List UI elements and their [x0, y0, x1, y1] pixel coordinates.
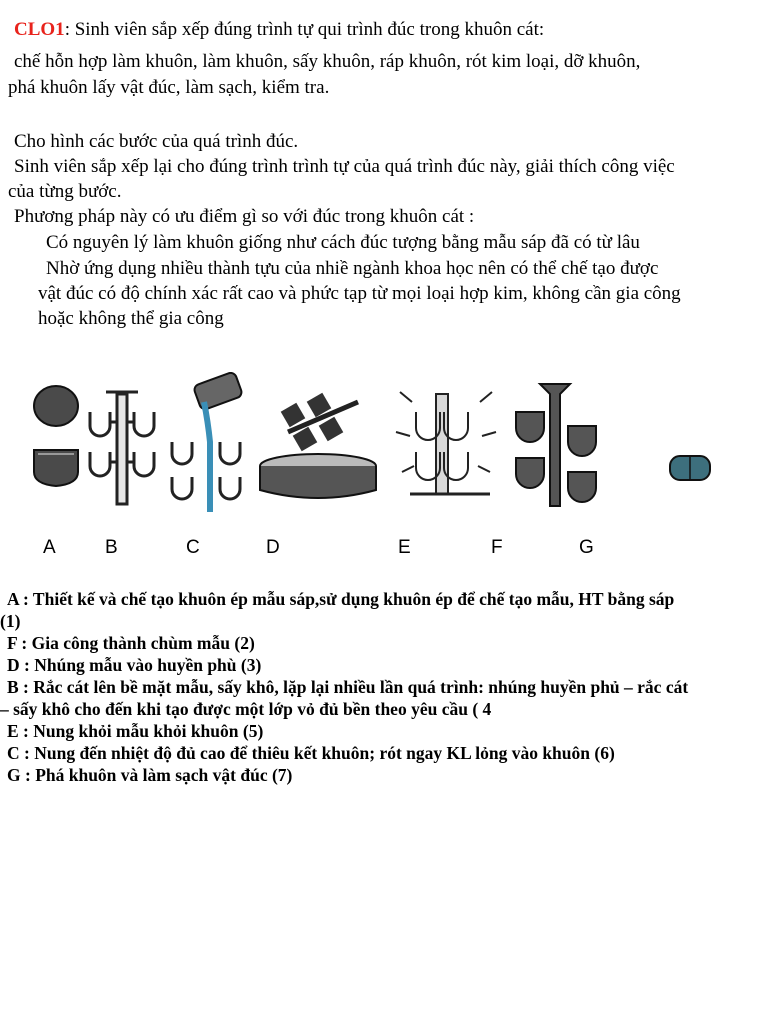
- answer-a: A : Thiết kế và chế tạo khuôn ép mẫu sáp,sử dụng khuôn ép để chế tạo mẫu, HT bằng sáp: [7, 589, 675, 609]
- intro-line-3: phá khuôn lấy vật đúc, làm sạch, kiểm tra.: [8, 77, 330, 98]
- question-line-2: Sinh viên sắp xếp lại cho đúng trình trình tự của quá trình đúc này, giải thích công việc: [14, 156, 675, 177]
- answer-list: [0, 588, 768, 786]
- answer-b-continued: – sấy khô cho đến khi tạo được một lớp vỏ đủ bền theo yêu cầu ( 4: [0, 699, 492, 719]
- answer-b: B : Rắc cát lên bề mặt mẫu, sấy khô, lặp lại nhiều lần quá trình: nhúng huyền phủ – rắc cát: [7, 677, 689, 697]
- answer-f: F : Gia công thành chùm mẫu (2): [7, 633, 255, 653]
- answer-g: G : Phá khuôn và làm sạch vật đúc (7): [7, 765, 293, 785]
- answer-d: D : Nhúng mẫu vào huyền phù (3): [7, 655, 262, 675]
- answer-c: C : Nung đến nhiệt độ đủ cao để thiêu kết khuôn; rót ngay KL lỏng vào khuôn (6): [7, 743, 615, 763]
- clo-heading: [14, 18, 544, 42]
- figure-label-d: D: [266, 537, 280, 558]
- step-c-illustration: [172, 372, 243, 512]
- question-line-1: Cho hình các bước của quá trình đúc.: [14, 131, 299, 152]
- step-e-illustration: [396, 392, 496, 494]
- step-d-illustration: [260, 393, 376, 498]
- advantage-1: Có nguyên lý làm khuôn giống như cách đúc tượng bằng mẫu sáp đã có từ lâu: [46, 232, 640, 253]
- advantage-2-line-2: vật đúc có độ chính xác rất cao và phức tạp từ mọi loại hợp kim, không cần gia công: [38, 283, 681, 304]
- question-line-4: Phương pháp này có ưu điểm gì so với đúc trong khuôn cát :: [14, 206, 475, 227]
- casting-steps-figure: [0, 372, 768, 522]
- step-b-illustration: [90, 392, 154, 504]
- question-line-3: của từng bước.: [8, 181, 122, 202]
- intro-line-2: chế hỗn hợp làm khuôn, làm khuôn, sấy khuôn, ráp khuôn, rót kim loại, dỡ khuôn,: [14, 51, 641, 72]
- clo-label: CLO1: [14, 19, 65, 40]
- advantage-2-line-1: Nhờ ứng dụng nhiều thành tựu của nhiề ngành khoa học nên có thể chế tạo được: [46, 258, 659, 279]
- figure-label-g: G: [579, 537, 594, 558]
- figure-label-f: F: [491, 537, 503, 558]
- figure-label-b: B: [105, 537, 118, 558]
- figure-label-c: C: [186, 537, 200, 558]
- advantage-2-line-3: hoặc không thể gia công: [38, 308, 224, 329]
- step-g-illustration: [670, 456, 710, 480]
- step-a-illustration: [34, 386, 78, 486]
- step-f-illustration: [516, 384, 596, 506]
- figure-label-a: A: [43, 537, 56, 558]
- answer-e: E : Nung khỏi mẫu khỏi khuôn (5): [7, 721, 264, 741]
- answer-a-continued: (1): [0, 611, 21, 631]
- figure-label-e: E: [398, 537, 411, 558]
- clo-text: : Sinh viên sắp xếp đúng trình tự qui trình đúc trong khuôn cát:: [64, 19, 545, 40]
